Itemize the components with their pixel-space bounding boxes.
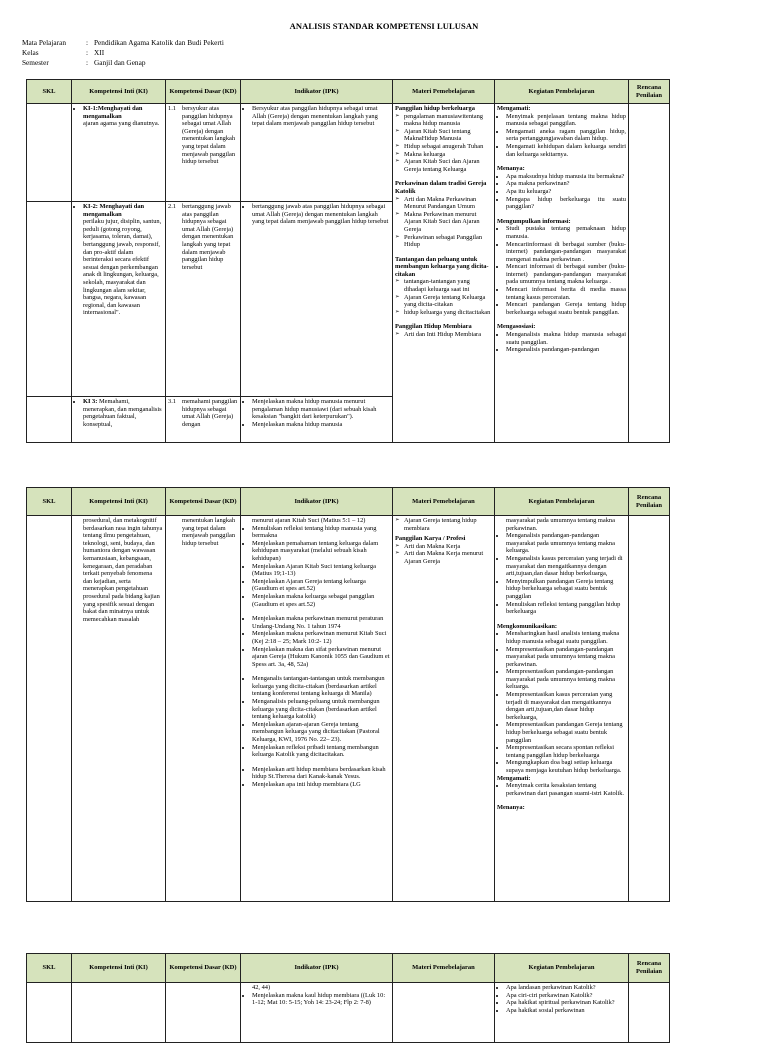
header-kegiatan: Kegiatan Pembelajaran [495,954,629,983]
header-skl: SKL [27,954,72,983]
materi-item: ➢ Perkawinan sebagai Panggilan Hidup [404,234,492,249]
ipk-cell [241,202,393,397]
ki-title: KI-2: Menghayati dan mengamalkan [83,203,145,218]
kegiatan-item: • Apa ciri-ciri perkawinan Katolik? [506,992,626,1000]
ki-text: Memahami, menerapkan, dan menganalisis pengetahuan faktual, konseptual, [83,398,162,428]
ki-text: prosedural, dan metakognitif berdasarkan rasa ingin tahunya tentang ilmu pengetahuan, teknologi, seni, budaya, dan humaniora dengan wawasan kemanusiaan, kebangsaan, kenegaraan, dan peradaban terkait penyebab fenomena dan kejadian, serta menerapkan pengetahuan prosedural pada bidang kajian yang spesifik sesuai dengan bakat dan minatnya untuk memecahkan masalah [83,517,163,623]
kegiatan-item: • Menganalisis pandangan-pandangan masyarakat pada umumnya tentang makna keluarga. [506,532,626,555]
kegiatan-item: • Mengungkapkan doa bagi setiap keluarga supaya menjaga keutuhan hidup berkeluarga. [506,759,626,774]
ki-cell [72,983,166,1043]
kegiatan-cell [495,516,629,902]
materi-item: ➢ Makna keluarga [404,151,492,159]
ki-text: ajaran agama yang dianutnya. [83,120,160,128]
ipk-item: • Menganalis tantangan-tantangan untuk membangun keluarga yang dicita-citakan (berdasarkan artikel tentang konferensi tentang keluarga di Manila) [252,675,390,698]
materi-cell [393,983,495,1043]
ipk-item: • Menjelaskan arti hidup membiara berdasarkan kisah hidup St.Theresa dari Kanak-kanak Yesus. [252,766,390,781]
materi-item: ➢ Ajaran Gereja tentang Keluarga yang dicita-citakan [404,294,492,309]
header-materi: Materi Pemebelajaran [393,954,495,983]
kegiatan-heading: Mengamati: [497,105,531,112]
skl-cell [27,516,72,902]
header-ipk: Indikator (IPK) [241,488,393,516]
kd-cell [166,983,241,1043]
kd-number: 3.1 [168,398,176,405]
table-header-row [27,954,670,983]
kegiatan-item: • Mensharingkan hasil analisis tentang makna hidup manusia sebagai suatu panggilan. [506,630,626,645]
skl-cell [27,202,72,397]
materi-heading: Panggilan Karya / Profesi [395,535,466,543]
ipk-cell [241,516,393,902]
skl-table-page-2 [26,487,670,902]
kd-text: bertanggung jawab atas panggilan hidupnya sebagai umat Allah (Gereja) dengan menentukan langkah yang tepat dalam menjawab panggilan hidup tersebut [182,203,234,271]
kegiatan-item: • Apa landasan perkawinan Katolik? [506,984,626,992]
ipk-item: • bertanggung jawab atas panggilan hidupnya sebagai umat Allah (Gereja) dengan menentukan langkah yang tepat dalam menjawab panggilan hidup tersebut [252,203,390,226]
meta-value: XII [94,48,105,57]
meta-value: Ganjil dan Genap [94,58,146,67]
document-meta [22,38,224,68]
skl-table-page-3 [26,953,670,1043]
header-kd: Kompetensi Dasar (KD) [166,488,241,516]
ipk-item: • Menjelaskan makna perkawinan menurut Kitab Suci (Kej 2:18 – 25; Mark 10:2- 12) [252,630,390,645]
ipk-item: • Menjelaskan makna keluarga sebagai panggilan (Gaudium et spes art.52) [252,593,390,608]
ki-text: perilaku jujur, disiplin, santun, peduli (gotong royong, kerjasama, toleran, damai), bertanggung jawab, responsif, dan pro-aktif dalam berinteraksi secara efektif sesuai dengan perkembangan anak di lingkungan, keluarga, sekolah, masyarakat dan lingkungan alam sekitar, bangsa, negara, kawasan regional, dan kawasan internasional". [83,218,162,317]
meta-value: Pendidikan Agama Katolik dan Budi Pekerti [94,38,224,47]
header-skl: SKL [27,488,72,516]
kegiatan-item: masyarakat pada umumnya tentang makna perkawinan. [506,517,615,532]
skl-cell [27,397,72,443]
kegiatan-item: • Menyimak cerita kesaksian tentang perkawinan dari pasangan suami-istri Katolik. [506,782,626,797]
ipk-item: • Menjelaskan makna perkawinan menurut peraturan Undang-Undang No. 1 tahun 1974 [252,615,390,630]
meta-label: Semester [22,58,49,67]
materi-heading: Perkawinan dalam tradisi Gereja Katolik [395,180,487,195]
skl-cell [27,104,72,202]
header-ki: Kompetensi Inti (KI) [72,954,166,983]
document-title: ANALISIS STANDAR KOMPETENSI LULUSAN [289,21,479,31]
ki-title: KI 3: [83,398,98,405]
ipk-item: • Bersyukur atas panggilan hidupnya sebagai umat Allah (Gereja) dengan menentukan langkah yang tepat dalam menjawab panggilan hidup tersebut [252,105,390,128]
meta-label: Kelas [22,48,39,57]
rencana-cell [629,516,670,902]
meta-row-subject [22,38,224,48]
meta-separator: : [86,48,89,57]
kd-text: bersyukur atas panggilan hidupnya sebagai umat Allah (Gereja) dengan menentukan langkah yang tepat dalam menjawab panggilan hidup tersebut [182,105,236,166]
materi-item: ➢ Arti dan Inti Hidup Membiara [404,331,492,339]
ipk-item: • Menjelaskan makna hidup manusia [252,421,390,429]
ipk-item: 42, 44) [252,984,271,991]
materi-item: ➢ Hidup sebagai anugerah Tuhan [404,143,492,151]
ipk-item: • Menjelaskan pemahaman tentang keluarga dalam kehidupan masyarakat (melalui sebuah kisah kehidupan) [252,540,390,563]
kd-text: memahami panggilan hidupnya sebagai umat Allah (Gereja) dengan [182,398,238,428]
meta-separator: : [86,38,89,47]
kegiatan-item: • Mengamati aneka ragam panggilan hidup, serta pertanggungjawaban dalam hidup. [506,128,626,143]
kegiatan-item: • Apa hakikat sosial perkawinan [506,1007,626,1015]
materi-cell [393,104,495,443]
kegiatan-item: • Mengamati kehidupan dalam keluarga sendiri dan keluarga sekitarnya. [506,143,626,158]
ipk-item: • Menjelaskan makna hidup manusia menurut pengalaman hidup manusiawi (dari sebuah kisah kesaksian "bangkit dari keterpurukan"). [252,398,390,421]
kegiatan-item: • Mempresentasikan pandangan-pandangan masyarakat pada umumnya tentang makna keluarga. [506,668,626,691]
header-rencana: Rencana Penilaian [629,954,670,983]
kegiatan-heading: Mengamati: [497,774,531,782]
kegiatan-cell [495,104,629,443]
header-kd: Kompetensi Dasar (KD) [166,80,241,104]
meta-separator: : [86,58,89,67]
table-row [27,104,670,202]
ipk-cell [241,104,393,202]
kegiatan-item: • Apa hakikat spiritual perkawinan Katolik? [506,999,626,1007]
header-ipk: Indikator (IPK) [241,80,393,104]
materi-heading: Panggilan Hidup Membiara [395,323,472,331]
kd-cell [166,516,241,902]
ipk-cell [241,983,393,1043]
header-kd: Kompetensi Dasar (KD) [166,954,241,983]
kegiatan-item: • Mencariinformasi di berbagai sumber (buku-internet) pandangan-pandangan masyarakat mengenai makna perkawinan . [506,241,626,264]
ipk-cell [241,397,393,443]
materi-item: ➢ Makna Perkawinan menurut Ajaran Kitab Suci dan Ajaran Gereja [404,211,492,234]
kegiatan-heading: Menanya: [497,165,525,173]
kegiatan-item: • Menuliskan refleksi tentang panggilan hidup berkeluarga [506,601,626,616]
ipk-item: • Menjelaskan ajaran-ajaran Gereja tentang membangun keluarga yang dicitacitakan (Pastoral Keluarga, KWI, 1976 No. 22– 23). [252,721,390,744]
kegiatan-item: • Menganalisis kasus perceraian yang terjadi di masyarakat dan mengaitkannya dengan arti,tujuan,dan dasar hidup berkeluarga, [506,555,626,578]
header-ipk: Indikator (IPK) [241,954,393,983]
materi-item: ➢ Arti dan Makna Kerja [404,543,492,551]
ipk-item: • Menjelaskan refleksi pribadi tentang membangun keluarga Katolik yang dicitacitakan. [252,744,390,759]
kd-number: 2.1 [168,203,176,210]
materi-item: ➢ Ajaran Kitab Suci tentang MaknaHidup Manusia [404,128,492,143]
kd-text: menentukan langkah yang tepat dalam menjawab panggilan hidup tersebut [182,517,236,547]
kegiatan-item: • Mencari informasi di berbagai sumber (buku-internet) pandangan-pandangan masyarakat pada umumnya tentang makna keluarga . [506,263,626,286]
meta-label: Mata Pelajaran [22,38,66,47]
materi-heading: Panggilan hidup berkeluarga [395,105,475,112]
header-materi: Materi Pemebelajaran [393,488,495,516]
skl-table-page-1 [26,79,670,443]
kegiatan-item: • Apa makna perkawinan? [506,180,626,188]
header-rencana: Rencana Penilaian [629,488,670,516]
kegiatan-item: • Apa maksudnya hidup manusia itu bermakna? [506,173,626,181]
materi-item: ➢ Ajaran Kitab Suci dan Ajaran Gereja tentang Keluarga [404,158,492,173]
rencana-cell [629,104,670,443]
ipk-item: • Menuliskan refleksi tentang hidup manusia yang bermakna [252,525,390,540]
header-kegiatan: Kegiatan Pembelajaran [495,80,629,104]
materi-cell [393,516,495,902]
kegiatan-item: • Mempresentasikan kasus perceraian yang terjadi di masyarakat dan mengaitkannya dengan arti,tujuan,dan dasar hidup berkeluarga, [506,691,626,721]
ipk-item: • Menjelaskan Ajaran Gereja tentang keluarga (Gaudium et spes art.52) [252,578,390,593]
kegiatan-item: • Mengapa hidup berkeluarga itu suatu panggilan? [506,196,626,211]
ipk-item: • Menjelaskan makna kaul hidup membiara ((Luk 10: 1-12; Mat 10: 5-15; Yoh 14: 23-24; Flp 2: 7-8) [252,992,390,1007]
kegiatan-item: • Menyimpulkan pandangan Gereja tentang hidup berkeluarga sebagai suatu bentuk panggilan [506,578,626,601]
kd-cell [166,397,241,443]
materi-heading: Tantangan dan peluang untuk membangun keluarga yang dicita-citakan [395,255,489,278]
meta-row-semester [22,58,224,68]
header-kegiatan: Kegiatan Pembelajaran [495,488,629,516]
ki-cell [72,516,166,902]
kegiatan-cell [495,983,629,1043]
meta-row-class [22,48,224,58]
kegiatan-item: • Mencari pandangan Gereja tentang hidup berkeluarga sebagai suatu bentuk panggilan. [506,301,626,316]
ipk-item: • Menjelaskan makna dan sifat perkawinan menurut ajaran Gereja (Hukum Kanonik 1055 dan Gaudium et Spess art. 3a, 48, 52a) [252,646,390,669]
ki-cell [72,104,166,202]
header-materi: Materi Pemebelajaran [393,80,495,104]
ipk-item: menurut ajaran Kitab Suci (Matius 5:1 – 12) [252,517,366,524]
materi-item: ➢ Ajaran Gereja tentang hidup membiara [404,517,492,532]
materi-item: ➢ hidup keluarga yang dicitacitakan [404,309,492,317]
ipk-item: • Menganalisis peluang-peluang untuk membangun keluarga yang dicita-citakan (berdasarkan artikel tentang keluarga katolik) [252,698,390,721]
header-ki: Kompetensi Inti (KI) [72,488,166,516]
ki-cell [72,397,166,443]
kd-number: 1.1 [168,105,176,112]
kegiatan-item: • Menganalisis makna hidup manusia sebagai suatu panggilan. [506,331,626,346]
kegiatan-heading: Menanya: [497,804,525,812]
ipk-item: • Menjelaskan apa inti hidup membiara (LG [252,781,390,789]
kegiatan-heading: Mengumpulkan informasi: [497,217,571,225]
kegiatan-item: • Menyimak penjelasan tentang makna hidup manusia sebagai panggilan. [506,113,626,128]
kegiatan-item: • Mencari informasi berita di media massa tentang kasus perceraian. [506,286,626,301]
kegiatan-heading: Mengkomunikasikan: [497,622,558,630]
ki-cell [72,202,166,397]
rencana-cell [629,983,670,1043]
ki-title: KI-1:Menghayati dan mengamalkan [83,105,143,120]
kd-cell [166,202,241,397]
kegiatan-heading: Mengasosiasi: [497,323,536,331]
kegiatan-item: • Menganalisis pandangan-pandangan [506,346,626,354]
kegiatan-item: • Mempresentasikan secara spontan refleksi tentang panggilan hidup berkeluarga [506,744,626,759]
kd-cell [166,104,241,202]
header-skl: SKL [27,80,72,104]
kegiatan-item: • Apa itu keluarga? [506,188,626,196]
kegiatan-item: • Mempresentasikan pandangan-pandangan masyarakat pada umumnya tentang makna perkawinan. [506,646,626,669]
ipk-item: • Menjelaskan Ajaran Kitab Suci tentang keluarga (Matius 19;1-13) [252,563,390,578]
table-header-row [27,488,670,516]
materi-item: ➢ pengalaman manusiawitentang makna hidup manusia [404,113,492,128]
materi-item: ➢ Arti dan Makna Kerja menurut Ajaran Gereja [404,550,492,565]
table-row [27,983,670,1043]
kegiatan-item: • Studi pustaka tentang pemaknaan hidup manusia. [506,225,626,240]
header-rencana: Rencana Penilaian [629,80,670,104]
table-row [27,516,670,902]
kegiatan-item: • Mempresentasikan pandangan Gereja tentang hidup berkeluarga sebagai suatu bentuk panggilan [506,721,626,744]
materi-item: ➢ Arti dan Makna Perkawinan Menurut Pandangan Umum [404,196,492,211]
table-header-row [27,80,670,104]
header-ki: Kompetensi Inti (KI) [72,80,166,104]
materi-item: ➢ tantangan-tantangan yang dihadapi keluarga saat ini [404,278,492,293]
skl-cell [27,983,72,1043]
